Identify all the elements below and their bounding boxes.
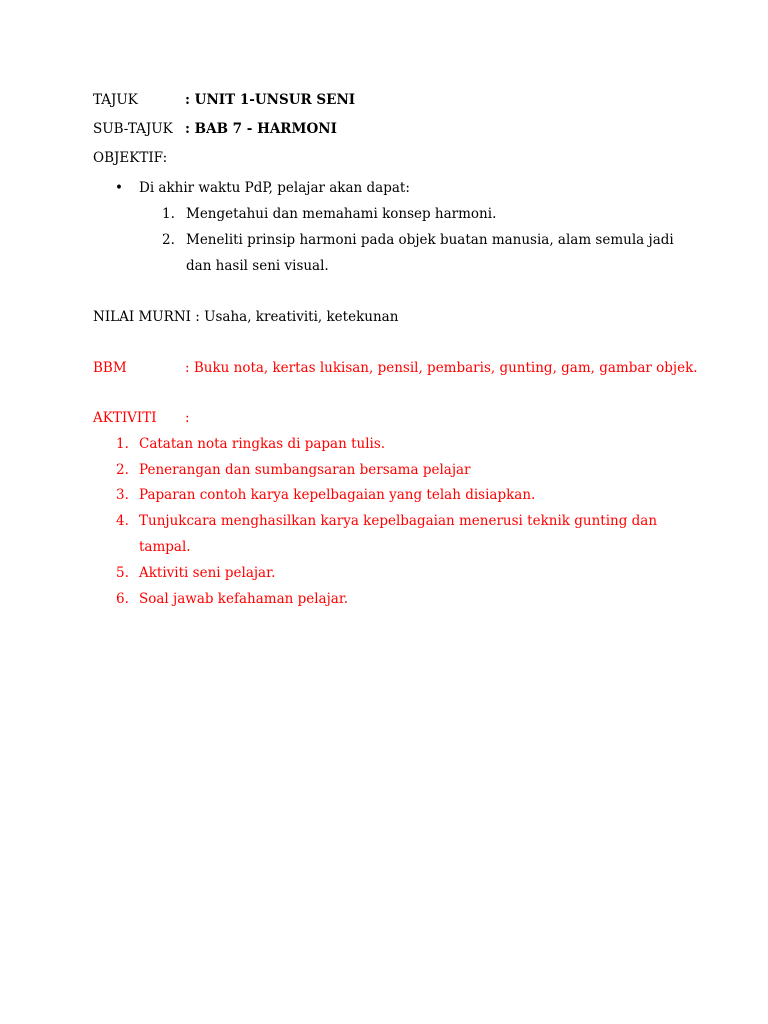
aktiviti-label: AKTIVITI (93, 410, 157, 426)
objektif-label: OBJEKTIF: (93, 150, 168, 166)
aktiviti-colon: : (185, 410, 190, 426)
subtajuk-value: : BAB 7 - HARMONI (185, 121, 337, 137)
aktiviti-item-text: Penerangan dan sumbangsaran bersama pelajar (139, 462, 471, 478)
objektif-item-number: 2. (162, 232, 175, 248)
objektif-intro: Di akhir waktu PdP, pelajar akan dapat: (139, 180, 410, 196)
bullet-icon: • (115, 180, 123, 196)
objektif-item-text: Mengetahui dan memahami konsep harmoni. (186, 206, 497, 222)
bbm-value: : Buku nota, kertas lukisan, pensil, pembaris, gunting, gam, gambar objek. (185, 360, 698, 376)
aktiviti-item-text: Aktiviti seni pelajar. (139, 565, 276, 581)
aktiviti-item-number: 2. (116, 462, 129, 478)
nilai-murni: NILAI MURNI : Usaha, kreativiti, ketekunan (93, 309, 399, 325)
aktiviti-item-text: tampal. (139, 539, 191, 555)
objektif-item-text: Meneliti prinsip harmoni pada objek buatan manusia, alam semula jadi (186, 232, 674, 248)
aktiviti-item-text: Catatan nota ringkas di papan tulis. (139, 436, 386, 452)
bbm-label: BBM (93, 360, 127, 376)
aktiviti-item-text: Tunjukcara menghasilkan karya kepelbagaian menerusi teknik gunting dan (139, 513, 658, 529)
aktiviti-item-number: 3. (116, 487, 129, 503)
tajuk-value: : UNIT 1-UNSUR SENI (185, 92, 356, 108)
tajuk-label: TAJUK (93, 92, 138, 108)
aktiviti-item-number: 5. (116, 565, 129, 581)
aktiviti-item-number: 1. (116, 436, 129, 452)
aktiviti-item-text: Paparan contoh karya kepelbagaian yang telah disiapkan. (139, 487, 536, 503)
aktiviti-item-text: Soal jawab kefahaman pelajar. (139, 591, 349, 607)
objektif-item-text: dan hasil seni visual. (186, 258, 329, 274)
aktiviti-item-number: 4. (116, 513, 129, 529)
objektif-item-number: 1. (162, 206, 175, 222)
subtajuk-label: SUB-TAJUK (93, 121, 173, 137)
aktiviti-item-number: 6. (116, 591, 129, 607)
